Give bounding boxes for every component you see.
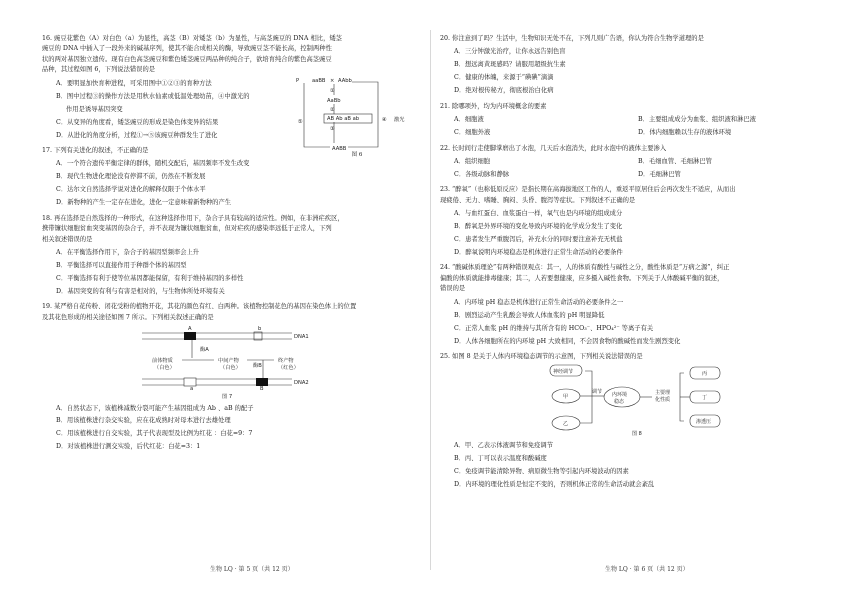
fig7-gene-b: b: [258, 326, 262, 333]
question-22: [440, 144, 822, 180]
fig6-parent-1: aaBB: [312, 77, 326, 84]
q18-option-c: C．平衡选择有利于使等位基因都能保留，有利于维持基因的多样性: [56, 274, 244, 282]
fig7-gene-b2: B: [260, 386, 264, 393]
fig8-ding: 丁: [702, 395, 708, 402]
q18-option-b: B．平衡选择可以直接作用于种群个体的基因型: [56, 261, 187, 269]
q18-stem-3: 相关叙述错误的是: [42, 235, 93, 243]
q16-option-b: B．图中过程③的操作方法是用秋水仙素或低温处理幼苗，④中激光的: [56, 92, 250, 100]
fig8-jia: 甲: [563, 394, 569, 401]
q21-option-d: D．体内细胞赖以生存的液体环境: [638, 129, 732, 137]
q24-stem-1: 24. “酸碱体质理论”有两种错误观点：其一，人的体质有酸性与碱性之分，酸性体质是“万病之源”，纠正: [440, 264, 730, 272]
fig6-f1: AaBb: [327, 97, 341, 104]
q18-stem-2: 携带镰状细胞贫血突变基因的杂合子，并不表现为镰状细胞贫血，但对疟疾的感染率远低于正常人，下列: [42, 225, 332, 233]
fig7-precursor-color: （白色）: [154, 365, 175, 372]
fig8-main-1: 主要理: [655, 390, 671, 397]
fig6-p-label: P: [296, 77, 300, 84]
q22-stem: 22. 长时间行走使脚掌磨出了水泡，几天后水泡消失，此时水泡中的液体主要渗入: [440, 144, 667, 152]
fig6-step-1: ①: [330, 87, 335, 94]
fig7-precursor: 前体物质: [152, 358, 173, 365]
fig6-step-2: ②: [330, 106, 335, 113]
fig6-parent-2: AAbb: [338, 77, 352, 84]
fig7-gene-a: A: [188, 326, 192, 333]
q25-stem: 25. 如图 8 是关于人体内环境稳态调节的示意图，下列相关说法错误的是: [440, 353, 643, 360]
q23-option-d: D．醉氧说明内环境稳态是机体进行正常生命活动的必要条件: [454, 249, 623, 256]
fig6-cross: ×: [330, 77, 335, 84]
fig8-yi: 乙: [563, 421, 569, 428]
q24-option-c: C．正常人血浆 pH 的维持与其所含有的 HCO₃⁻、HPO₄²⁻ 等离子有关: [454, 324, 654, 332]
question-18: [42, 214, 424, 297]
figure-6-breeding-diagram: [296, 75, 414, 153]
q24-option-d: D．人体各细胞所在的内环境 pH 大致相同，不会因食物的酸碱性而发生剧烈变化: [454, 337, 681, 345]
question-25: [440, 352, 822, 489]
page-divider: [430, 30, 431, 570]
q19-option-d: D．对该植株进行测交实验，后代红花：白花=3：1: [56, 443, 201, 451]
q16-option-a: A．要明显加快育种进程，可采用图中①②③的育种方法: [56, 79, 212, 87]
fig7-intermediate: 中间产物: [218, 358, 239, 365]
q16-stem-2: 豌豆的 DNA 中插入了一段外来的碱基序列，使其不能合成相关的酶，导致豌豆茎不能长高，控制两种性: [42, 45, 332, 53]
q18-option-a: A．在平衡选择作用下，杂合子的基因型频率会上升: [56, 248, 200, 256]
fig8-main-2: 化性质: [655, 397, 671, 404]
fig6-step-5: ⑤: [298, 118, 303, 125]
page-footer-right: 生物 LQ · 第 6 页（共 12 页）: [605, 566, 689, 573]
question-24: [440, 263, 822, 346]
figure-7-caption: 图 7: [222, 394, 233, 401]
fig7-enzyme-b: 酶B: [253, 363, 262, 370]
q16-option-c: C．从变异的角度看，矮茎豌豆的形成是染色体变异的结果: [56, 118, 219, 126]
fig7-dna1: DNA1: [294, 334, 309, 341]
q17-stem: 17. 下列有关进化的叙述，不正确的是: [42, 146, 149, 154]
q19-option-c: C．用该植株进行自交实验，其子代表现型及比例为红花 ：白花=9：7: [56, 430, 253, 438]
fig8-core-2: 稳态: [614, 399, 625, 406]
q25-option-d: D．内环境的理化性质是恒定不变的，否则机体正常的生命活动就会紊乱: [454, 480, 655, 488]
fig7-end-color: （红色）: [278, 365, 299, 372]
fig7-end-product: 终产物: [278, 358, 294, 365]
fig7-dna2: DNA2: [294, 380, 309, 387]
left-page: [42, 34, 424, 458]
q25-option-b: B．丙、丁可以表示温度和酸碱度: [454, 454, 547, 462]
q22-option-a: A．组织细胞: [454, 157, 491, 165]
q23-option-b: B．醉氧是外界环境的变化导致内环境的化学成分发生了变化: [454, 223, 623, 231]
fig7-gene-a2: a: [190, 386, 194, 393]
q25-option-c: C．免疫调节能清除异物、病原微生物等引起内环境波动的因素: [454, 467, 629, 475]
q22-option-c: C．各级动脉和静脉: [454, 170, 510, 178]
fig8-neural: 神经调节: [553, 369, 574, 376]
q23-stem-1: 23. “醉氧”（也称低原反应）是指长期在高海拔地区工作的人，重返平原居住后会再次发生不适应，从而出: [440, 186, 736, 194]
q23-option-c: C．患者发生严重腹泻后，补充水分的同时要注意补充无机盐: [454, 236, 623, 244]
fig8-core-1: 内环境: [612, 392, 628, 399]
fig7-enzyme-a: 酶A: [200, 347, 209, 354]
page-footer-left: 生物 LQ · 第 5 页（共 12 页）: [210, 566, 294, 573]
question-20: [440, 34, 822, 96]
q17-option-d: D．新物种的产生一定存在进化，进化一定意味着新物种的产生: [56, 199, 232, 207]
q21-option-a: A．细胞液: [454, 116, 484, 124]
q24-stem-2: 偏酸的体质就能排毒健康；其二，人若要想健康，应多摄入碱性食物。下列关于人体酸碱平衡的叙述，: [440, 274, 724, 282]
q16-option-d: D．从进化的角度分析，过程①→⑤该豌豆种群发生了进化: [56, 131, 218, 139]
q18-option-d: D．基因突变的有利与有害是相对的，与生物体所处环境有关: [56, 287, 225, 295]
q20-option-d: D．绝对根传秘方，彻底根治白化病: [454, 87, 554, 95]
q25-option-a: A．甲、乙表示体液调节和免疫调节: [454, 441, 554, 449]
q20-stem: 20. 你注意到了吗？生活中，生物知识无处不在，下列几则广告语，你认为符合生物学道理的是: [440, 35, 704, 42]
figure-8-caption: 图 8: [632, 431, 642, 438]
fig6-laser: 激光: [394, 116, 405, 123]
figure-6-caption: 图 6: [351, 151, 363, 158]
q16-stem-4: 品种，其过程如图 6，下列说法错误的是: [42, 66, 156, 74]
q24-option-b: B．剧烈运动产生乳酸会导致人体血浆的 pH 明显降低: [454, 311, 605, 319]
q24-stem-3: 错误的是: [440, 285, 466, 293]
fig7-intermediate-color: （白色）: [220, 365, 241, 372]
fig8-regulation: 调节: [592, 389, 603, 396]
q23-stem-2: 现疲倦、无力、嗜睡、胸闷、头昏、腹泻等症状。下列叙述不正确的是: [440, 196, 636, 204]
fig6-step-4: ④: [382, 116, 387, 123]
fig8-bing: 丙: [702, 371, 708, 378]
question-21: [440, 102, 822, 138]
right-page: [440, 34, 822, 495]
q22-option-d: D．毛细淋巴管: [638, 170, 681, 178]
q20-option-c: C．健康的体魄，来源于“碘碘”滴滴: [454, 74, 554, 82]
fig6-result: AABB: [332, 145, 347, 152]
q17-option-a: A．一个符合遗传平衡定律的群体，随机交配后，基因频率不发生改变: [56, 160, 250, 168]
fig6-step-3: ③: [330, 125, 335, 132]
q19-stem-2: 及其花色形成的相关途径如图 7 所示。下列相关叙述正确的是: [42, 313, 214, 321]
q24-option-a: A．内环境 pH 稳态是机体进行正常生命活动的必要条件之一: [454, 298, 624, 306]
q21-option-c: C．细胞外液: [454, 129, 491, 137]
q23-option-a: A．与血红蛋白、血浆蛋白一样，氧气也是内环境的组成成分: [454, 210, 623, 218]
q21-option-b: B．主要组成成分为血浆、组织液和淋巴液: [638, 116, 756, 124]
question-19: [42, 302, 424, 452]
q18-stem-1: 18. 再在选择是自然选择的一种形式，在这种选择作用下，杂合子具有较高的适应性。例如，在非洲疟疾区，: [42, 214, 344, 222]
q16-stem-1: 16. 豌豆花紫色（A）对白色（a）为显性，高茎（B）对矮茎（b）为显性，与高茎豌豆的 DNA 相比，矮茎: [42, 35, 342, 42]
q20-option-b: B．想远离黄斑感吗？请服用超级抗生素: [454, 61, 566, 69]
q16-stem-3: 状的两对基因独立遗传。现有白色高茎豌豆和紫色矮茎豌豆两品种的纯合子，欲培育纯合的紫色高茎豌豆: [42, 55, 332, 63]
q21-stem: 21. 除哪项外，均为内环境概念的要素: [440, 102, 547, 110]
figure-8-homeostasis-diagram: [440, 363, 822, 437]
question-23: [440, 185, 822, 257]
q20-option-a: A．三分钟激光治疗，让你永远告别色盲: [454, 48, 566, 56]
q17-option-b: B．现代生物进化理论没有停滞不前，仍然在不断发展: [56, 173, 206, 181]
q19-option-a: A．自然状态下，该植株减数分裂可能产生基因组成为 Ab 、aB 的配子: [56, 404, 254, 412]
q16-option-b-cont: 作用是诱导基因突变: [66, 105, 123, 113]
q19-stem-1: 19. 某严格自花传粉、闭花受粉的植物开花，其花的颜色有红、白两种。该植物控制花色的基因在染色体上的位置: [42, 303, 357, 311]
q19-option-b: B．用该植株进行杂交实验，应在花成熟时对母本进行去雄处理: [56, 417, 231, 425]
fig8-osmotic: 渗透压: [696, 419, 712, 426]
figure-7-gene-pathway: [42, 324, 424, 400]
fig6-gametes: AB Ab aB ab: [327, 115, 360, 122]
q17-option-c: C．达尔文自然选择学说对进化的解释仅限于个体水平: [56, 186, 206, 194]
q22-option-b: B．毛细血管、毛细淋巴管: [638, 157, 712, 165]
